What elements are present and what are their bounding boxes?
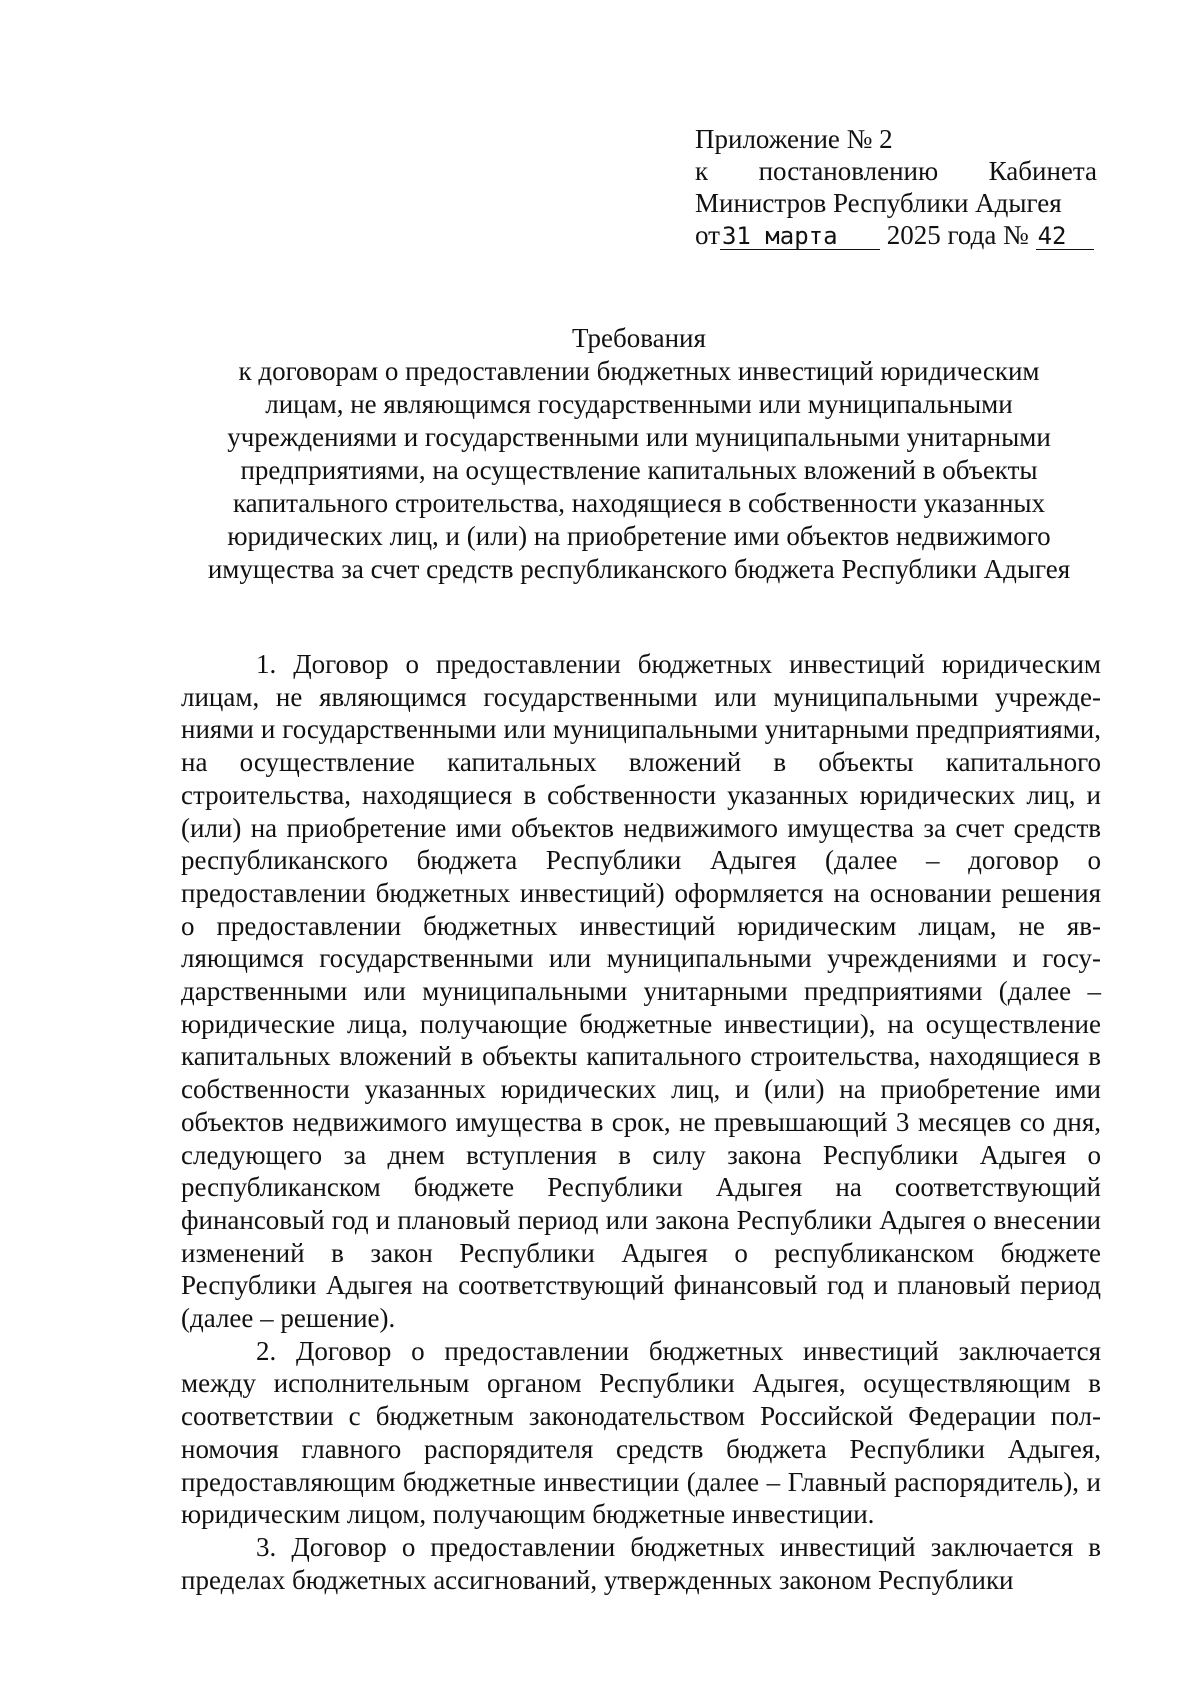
- appendix-ministers-line: Министров Республики Адыгея: [695, 188, 1062, 218]
- appendix-date-line: [695, 219, 1097, 251]
- title-line: лицам, не являющимся государственными или муниципальными: [265, 389, 1013, 419]
- title-line: имущества за счет средств республиканского бюджета Республики Адыгея: [207, 554, 1071, 584]
- title-line: юридических лиц, и (или) на приобретение ими объектов недвижимого: [227, 521, 1051, 551]
- appendix-reference-line: [695, 155, 1097, 187]
- handwritten-date: 31 марта: [720, 223, 880, 250]
- paragraph-2: 2. Договор о предоставлении бюджетных инвестиций заключается между исполнительным органом Республики Адыгея, осуществляющим в соответствии с бюджетным законодательством Российской Федерации полномочия главного распорядителя средств бюджета Республики Адыгея, предоставляющим бюджетные инвестиции (далее – Главный распорядитель), и юридическим лицом, получающим бюджетные инвестиции.: [181, 1335, 1101, 1530]
- appendix-word-resolution: постановлению: [758, 156, 939, 186]
- title-line: капитального строительства, находящиеся в собственности указанных: [232, 488, 1046, 518]
- appendix-title: Приложение № 2: [695, 124, 893, 154]
- title-heading: Требования: [572, 323, 706, 353]
- appendix-word-cabinet: Кабинета: [988, 156, 1097, 186]
- document-title: [160, 322, 1118, 586]
- appendix-year-text: 2025 года №: [886, 220, 1029, 250]
- handwritten-number: 42: [1036, 223, 1094, 250]
- title-line: учреждениями и государственными или муниципальными унитарными: [227, 422, 1051, 452]
- appendix-date-prefix: от: [695, 220, 720, 250]
- appendix-word-k: к: [695, 156, 709, 186]
- paragraph-3: 3. Договор о предоставлении бюджетных инвестиций заключается в пределах бюджетных ассигнований, утвержденных законом Республики: [181, 1531, 1101, 1595]
- appendix-header: [695, 123, 1097, 251]
- title-line: предприятиями, на осуществление капитальных вложений в объекты: [240, 455, 1038, 485]
- title-line: к договорам о предоставлении бюджетных инвестиций юридическим: [238, 356, 1040, 386]
- document-body: [181, 648, 1101, 1596]
- paragraph-1: 1. Договор о предоставлении бюджетных инвестиций юридическим лицам, не являющимся государственными или муниципальными учреждениями и государственными или муниципальными унитарными предприятиями, на осуществление капитальных вложений в объекты капитального строительства, находящиеся в собственности указанных юридических лиц, и (или) на приобретение ими объектов недвижимого имущества за счет средств республиканского бюджета Республики Адыгея (далее – договор о предоставлении бюджетных инвестиций) оформляется на основании решения о предоставлении бюджетных инвестиций юридическим лицам, не являющимся государственными или муниципальными учреждениями и государственными или муниципальными унитарными предприятиями (далее – юридические лица, получающие бюджетные инвестиции), на осуществление капитальных вложений в объекты капитального строительства, находящиеся в собственности указанных юридических лиц, и (или) на приобретение ими объектов недвижимого имущества в срок, не превышающий 3 месяцев со дня, следующего за днем вступления в силу закона Республики Адыгея о республиканском бюджете Республики Адыгея на соответствующий финансовый год и плановый период или закона Республики Адыгея о внесении изменений в закон Республики Адыгея о республиканском бюджете Республики Адыгея на соответствующий финансовый год и плановый период (далее – решение).: [181, 649, 1101, 1334]
